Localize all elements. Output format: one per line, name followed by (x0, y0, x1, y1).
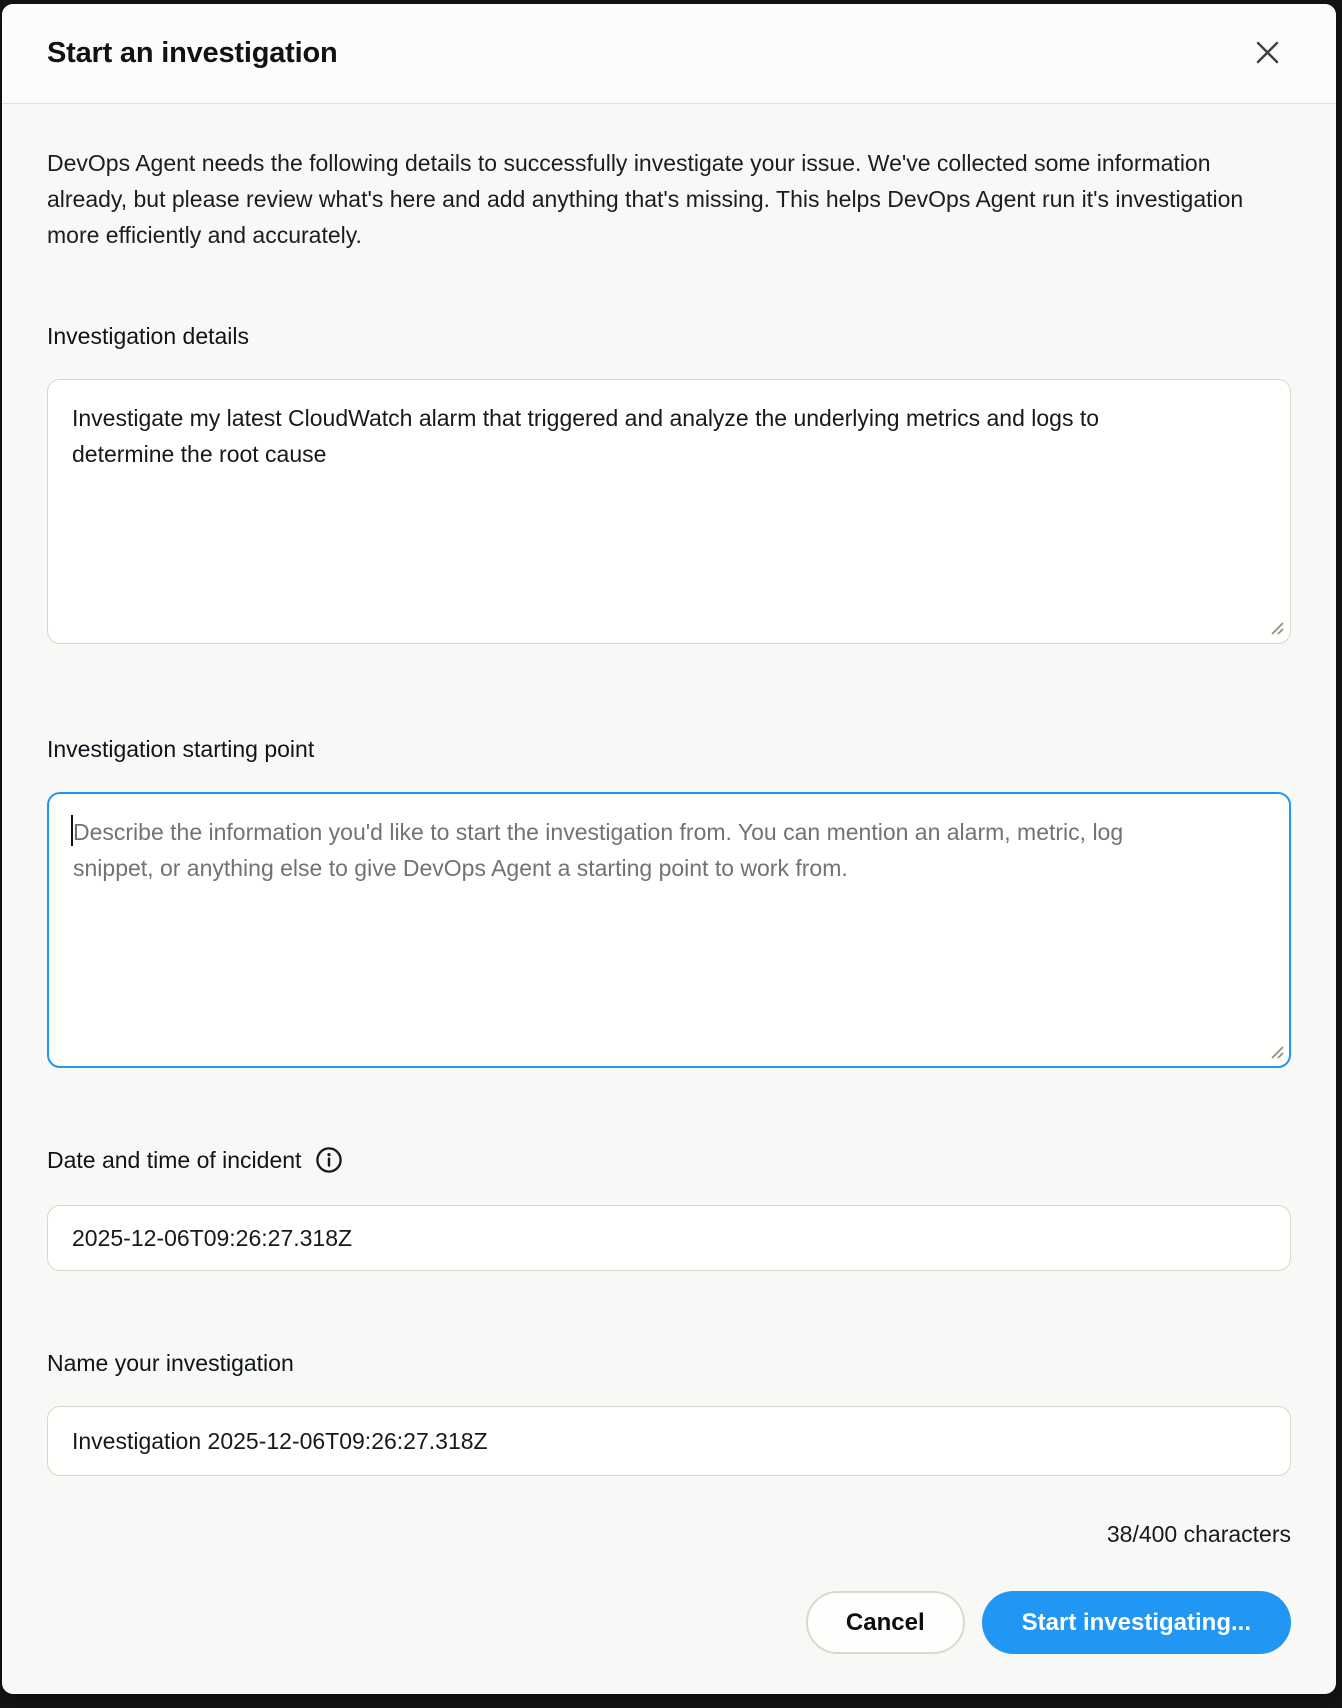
dialog-description: DevOps Agent needs the following details to successfully investigate your issue. We've collected some information already, but please review what's here and add anything that's missing. This helps DevOps Agent run it's investigation more efficiently and accurately. (47, 150, 1244, 248)
incident-datetime-label-row (47, 1145, 1291, 1175)
dialog-footer (47, 1591, 1291, 1654)
info-icon[interactable] (315, 1146, 343, 1174)
text-cursor (71, 815, 73, 846)
close-button[interactable] (1245, 32, 1289, 76)
starting-point-label: Investigation starting point (47, 736, 315, 762)
start-investigation-dialog (2, 4, 1336, 1694)
investigation-details-textarea[interactable] (47, 379, 1291, 644)
character-counter: 38/400 characters (1106, 1521, 1291, 1547)
investigation-name-label: Name your investigation (47, 1350, 294, 1376)
investigation-details-field-wrap (47, 379, 1291, 644)
start-investigating-button[interactable]: Start investigating... (982, 1591, 1291, 1654)
investigation-name-input[interactable] (47, 1406, 1291, 1476)
incident-datetime-input[interactable] (47, 1205, 1291, 1271)
close-icon (1254, 39, 1281, 69)
dialog-body (2, 104, 1336, 1694)
starting-point-field-wrap (47, 792, 1291, 1068)
investigation-details-label: Investigation details (47, 323, 250, 349)
incident-datetime-label: Date and time of incident (47, 1147, 302, 1173)
cancel-button[interactable]: Cancel (806, 1591, 965, 1654)
dialog-header (2, 4, 1336, 104)
dialog-title: Start an investigation (47, 37, 338, 69)
starting-point-textarea[interactable] (47, 792, 1291, 1068)
